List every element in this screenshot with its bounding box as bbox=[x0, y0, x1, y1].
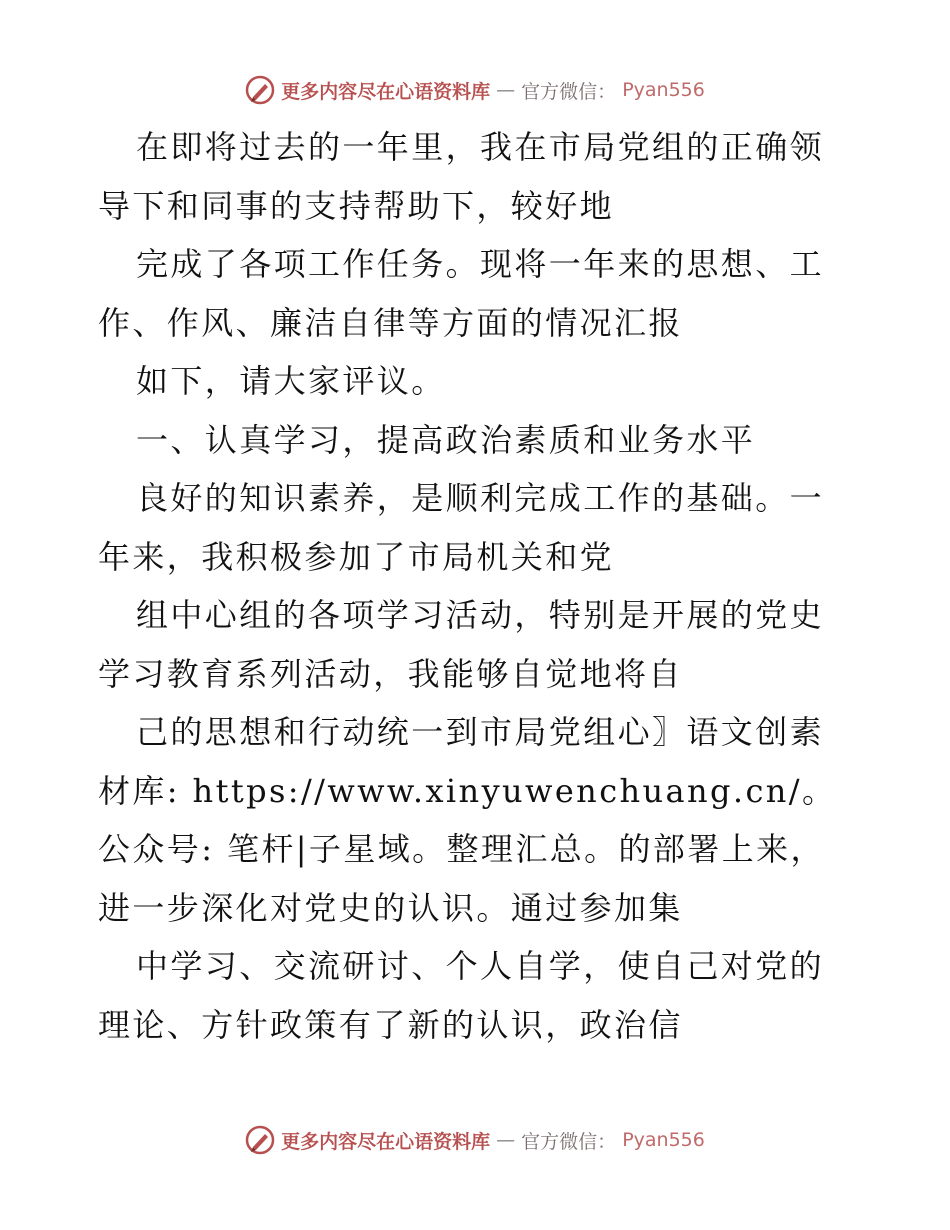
paragraph-5: 组中心组的各项学习活动，特别是开展的党史学习教育系列活动，我能够自觉地将自 bbox=[98, 596, 825, 693]
section-heading-1: 一、认真学习，提高政治素质和业务水平 bbox=[136, 420, 756, 459]
footer-watermark-banner bbox=[0, 1122, 950, 1158]
paragraph-7: 中学习、交流研讨、个人自学，使自己对党的理论、方针政策有了新的认识，政治信 bbox=[98, 947, 825, 1044]
banner-separator: — bbox=[496, 79, 516, 101]
banner-wechat-label: 官方微信： bbox=[521, 80, 617, 103]
paragraph-2: 完成了各项工作任务。现将一年来的思想、工作、作风、廉洁自律等方面的情况汇报 bbox=[98, 245, 825, 342]
banner-wechat-id: Pyan556 bbox=[622, 79, 705, 101]
banner-wechat-label: 官方微信： bbox=[521, 1130, 617, 1153]
document-body bbox=[98, 118, 858, 1054]
pen-logo-icon bbox=[245, 75, 275, 105]
banner-separator: — bbox=[496, 1129, 516, 1151]
banner-site-text: 更多内容尽在心语资料库 bbox=[281, 1130, 491, 1153]
paragraph-1: 在即将过去的一年里，我在市局党组的正确领导下和同事的支持帮助下，较好地 bbox=[98, 128, 825, 225]
banner-site-text: 更多内容尽在心语资料库 bbox=[281, 80, 491, 103]
paragraph-3: 如下，请大家评议。 bbox=[136, 362, 446, 400]
header-watermark-banner bbox=[0, 72, 950, 108]
paragraph-6: 己的思想和行动统一到市局党组心〗语文创素材库: https://www.xinyuwenchuang.cn/。公众号: 笔杆|子星域。整理汇总。的部署上来，进一步深化对党史的认识。通过参加集 bbox=[98, 713, 837, 927]
pen-logo-icon bbox=[245, 1125, 275, 1155]
banner-wechat-id: Pyan556 bbox=[622, 1129, 705, 1151]
paragraph-4: 良好的知识素养，是顺利完成工作的基础。一年来，我积极参加了市局机关和党 bbox=[98, 479, 825, 576]
